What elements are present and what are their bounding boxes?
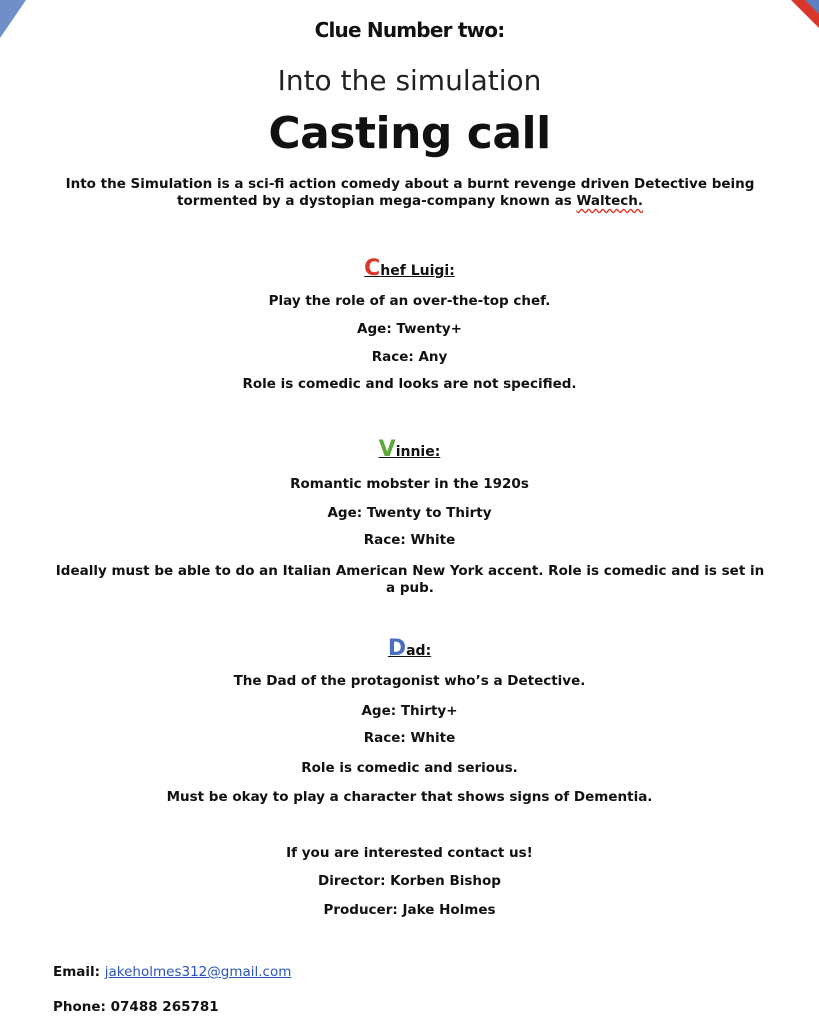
role-name: hef Luigi: <box>380 263 455 279</box>
contact-prompt: If you are interested contact us! <box>286 845 533 861</box>
role-line: Play the role of an over-the-top chef. <box>268 293 551 309</box>
role-name: innie: <box>395 444 441 460</box>
role-line: Race: White <box>363 532 456 548</box>
director-credit: Director: Korben Bishop <box>318 873 501 889</box>
role-initial: V <box>378 437 396 462</box>
role-line: Race: Any <box>371 349 448 365</box>
page-title: Casting call <box>268 108 551 159</box>
role-line: Age: Thirty+ <box>361 703 458 719</box>
role-name: ad: <box>406 643 432 659</box>
role-heading-chef-luigi <box>0 256 819 281</box>
role-initial: C <box>364 256 381 281</box>
role-line: Age: Twenty+ <box>357 321 462 337</box>
role-line: Romantic mobster in the 1920s <box>290 476 529 492</box>
email-label: Email: <box>53 964 101 980</box>
role-heading-vinnie <box>0 437 819 462</box>
intro-paragraph <box>40 176 780 210</box>
company-name: Waltech. <box>576 193 643 209</box>
intro-text: Into the Simulation is a sci-fi action comedy about a burnt revenge driven Detective being tormented by a dystopian mega-company known as <box>65 176 755 209</box>
role-line: Ideally must be able to do an Italian American New York accent. Role is comedic and is set in a pub. <box>55 563 765 596</box>
role-line: Age: Twenty to Thirty <box>327 505 492 521</box>
clue-heading: Clue Number two: <box>314 18 505 42</box>
role-line: Must be okay to play a character that shows signs of Dementia. <box>166 789 653 805</box>
email-line <box>53 964 291 980</box>
role-line: The Dad of the protagonist who’s a Detective. <box>233 673 586 689</box>
producer-credit: Producer: Jake Holmes <box>323 902 496 918</box>
role-line: Race: White <box>363 730 456 746</box>
role-line: Role is comedic and looks are not specified. <box>242 376 577 392</box>
corner-decoration-right-accent <box>805 0 819 14</box>
email-link[interactable]: jakeholmes312@gmail.com <box>104 964 292 980</box>
page-subtitle: Into the simulation <box>277 64 542 97</box>
phone-line: Phone: 07488 265781 <box>53 999 219 1015</box>
role-heading-dad <box>0 636 819 661</box>
role-line: Role is comedic and serious. <box>301 760 518 776</box>
role-initial: D <box>387 636 407 661</box>
